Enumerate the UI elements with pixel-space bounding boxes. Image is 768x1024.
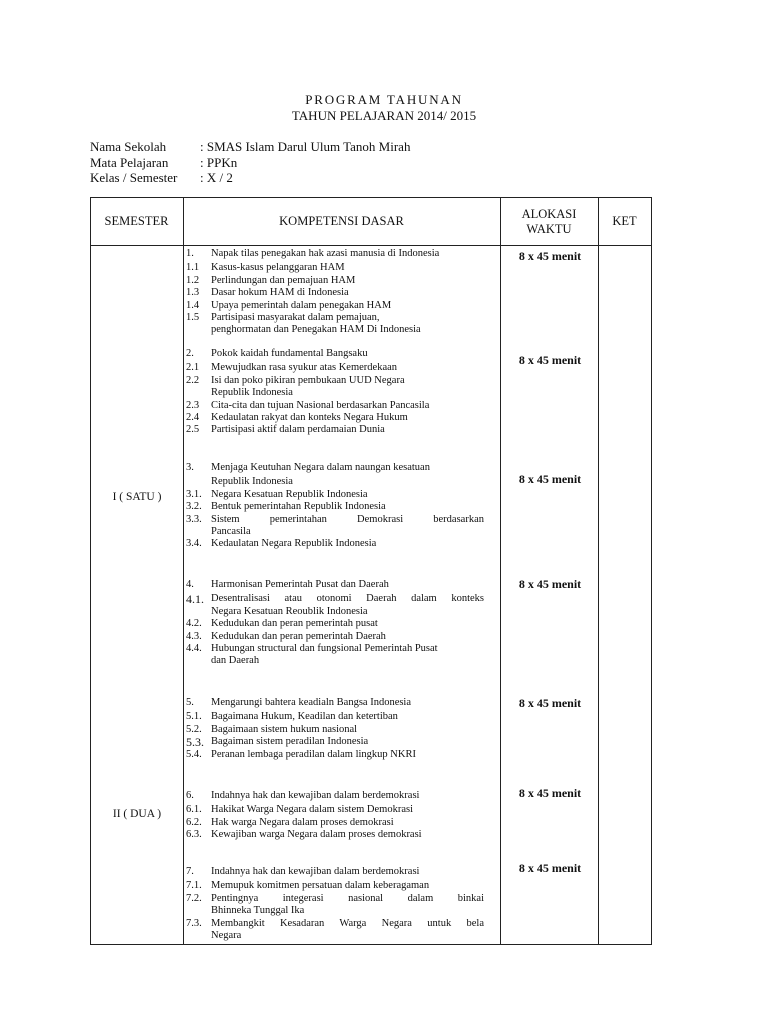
kd-line-text: Hakikat Warga Negara dalam sistem Demokrasi <box>211 804 413 816</box>
kd-line-number: 4.4. <box>186 643 202 655</box>
kd-line-number: 7. <box>186 866 194 877</box>
kd-line-number: 1.3 <box>186 287 200 299</box>
alokasi-group-4: 8 x 45 menit <box>518 577 582 591</box>
kd-line-number: 7.1. <box>186 880 202 892</box>
header-alokasi <box>500 207 598 237</box>
table-border-bottom <box>90 944 652 945</box>
kd-line-text: dan Daerah <box>211 655 260 667</box>
kd-line <box>186 817 484 829</box>
document-title: PROGRAM TAHUNAN <box>305 92 463 107</box>
kd-line-continuation <box>186 606 484 618</box>
kd-line-number: 1.5 <box>186 312 200 324</box>
kd-line-text: Kedaulatan Negara Republik Indonesia <box>211 538 377 550</box>
kd-line-text: Kedaulatan rakyat dan konteks Negara Hukum <box>211 412 408 424</box>
kd-line-number: 4.2. <box>186 618 202 630</box>
info-class-label: Kelas / Semester <box>90 170 178 185</box>
kd-line <box>186 643 484 655</box>
kd-group-6 <box>186 790 484 842</box>
kd-line-continuation <box>186 324 484 336</box>
kd-line <box>186 412 484 424</box>
kd-line-number: 6.1. <box>186 804 202 816</box>
kd-line-continuation <box>186 905 484 917</box>
kd-line-number: 2.1 <box>186 362 200 374</box>
kd-line-text: Indahnya hak dan kewajiban dalam berdemokrasi <box>211 790 420 801</box>
kd-heading <box>186 248 484 260</box>
alokasi-group-6: 8 x 45 menit <box>518 786 582 800</box>
kd-line-number: 7.3. <box>186 917 202 929</box>
kd-line-text: Memupuk komitmen persatuan dalam keberagaman <box>211 880 430 892</box>
kd-line-number: 3.3. <box>186 513 202 525</box>
kd-line-number: 5.4. <box>186 748 202 760</box>
table-border-top <box>90 197 652 198</box>
kd-line-text: Upaya pemerintah dalam penegakan HAM <box>211 299 392 311</box>
kd-line-number: 1. <box>186 248 194 259</box>
semester-2-label: II ( DUA ) <box>112 808 162 820</box>
kd-line-number: 7.2. <box>186 892 202 904</box>
kd-line-number: 4.1. <box>186 592 204 607</box>
kd-line-text: Kedudukan dan peran pemerintah pusat <box>211 618 378 630</box>
kd-line <box>186 829 484 841</box>
kd-line-continuation <box>186 655 484 667</box>
kd-line-number: 2.4 <box>186 412 200 424</box>
info-subject-label: Mata Pelajaran <box>90 155 169 170</box>
kd-group-3 <box>186 462 484 551</box>
kd-line-text: Pentingnya integerasi nasional dalam binkai <box>211 892 484 904</box>
kd-line-number: 6.2. <box>186 816 202 828</box>
kd-line-text: Perlindungan dan pemajuan HAM <box>211 274 356 286</box>
table-border-left <box>90 197 91 945</box>
kd-line-text: Hak warga Negara dalam proses demokrasi <box>211 816 394 828</box>
alokasi-group-5: 8 x 45 menit <box>518 696 582 710</box>
kd-line-text: Cita-cita dan tujuan Nasional berdasarkan Pancasila <box>211 399 430 411</box>
kd-line-text: Bagaiman sistem peradilan Indonesia <box>211 736 369 748</box>
alokasi-group-2: 8 x 45 menit <box>518 353 582 367</box>
kd-line <box>186 736 484 748</box>
kd-line-text: Partisipasi masyarakat dalam pemajuan, <box>211 312 380 324</box>
kd-line-text: Bagaimana Hukum, Keadilan dan ketertiban <box>211 711 398 723</box>
kd-line <box>186 538 484 550</box>
kd-line-text: Mewujudkan rasa syukur atas Kemerdekaan <box>211 362 398 374</box>
kd-line <box>186 918 484 930</box>
kd-line <box>186 711 484 723</box>
kd-line-text: Sistem pemerintahan Demokrasi berdasarkan <box>211 513 484 525</box>
kd-line <box>186 312 484 324</box>
kd-line <box>186 501 484 513</box>
kd-line-text: Kedudukan dan peran pemerintah Daerah <box>211 630 386 642</box>
kd-line-number: 4. <box>186 579 194 590</box>
kd-line-text: Peranan lembaga peradilan dalam lingkup NKRI <box>211 748 416 760</box>
kd-line-text: Kewajiban warga Negara dalam proses demokrasi <box>211 829 422 841</box>
kd-line-number: 6. <box>186 790 194 801</box>
kd-line-number: 5.1. <box>186 711 202 723</box>
alokasi-group-7: 8 x 45 menit <box>518 861 582 875</box>
kd-line-continuation <box>186 387 484 399</box>
kd-line-number: 1.4 <box>186 299 200 311</box>
kd-line-number: 1.1 <box>186 262 200 274</box>
kd-line <box>186 275 484 287</box>
kd-line-number: 2. <box>186 348 194 359</box>
kd-line-text: Hubungan structural dan fungsional Pemerintah Pusat <box>211 643 438 655</box>
kd-line-number: 5. <box>186 697 194 708</box>
kd-heading <box>186 579 484 591</box>
kd-line <box>186 400 484 412</box>
kd-line <box>186 804 484 816</box>
kd-heading <box>186 866 484 878</box>
alokasi-group-3: 8 x 45 menit <box>518 472 582 486</box>
kd-line <box>186 300 484 312</box>
kd-line-number: 5.3. <box>186 735 204 750</box>
kd-line-text: Bentuk pemerintahan Republik Indonesia <box>211 501 386 513</box>
kd-line-number: 2.5 <box>186 424 200 436</box>
document-subtitle: TAHUN PELAJARAN 2014/ 2015 <box>291 108 477 123</box>
kd-line <box>186 375 484 387</box>
header-ket: KET <box>612 214 637 228</box>
kd-group-2 <box>186 348 484 437</box>
kd-line-text: Bhinneka Tunggal Ika <box>211 905 305 917</box>
kd-line-text: Membangkit Kesadaran Warga Negara untuk bela <box>211 917 484 929</box>
kd-line-text: Negara Kesatuan Reoublik Indonesia <box>211 605 368 617</box>
kd-line-text: Kasus-kasus pelanggaran HAM <box>211 262 345 274</box>
kd-line-number: 5.2. <box>186 723 202 735</box>
kd-line <box>186 514 484 526</box>
kd-group-4 <box>186 579 484 668</box>
kd-line-number: 3.4. <box>186 538 202 550</box>
kd-line-continuation <box>186 930 484 942</box>
kd-heading <box>186 348 484 360</box>
info-class <box>90 170 233 186</box>
header-alokasi-line1: ALOKASI <box>521 207 577 221</box>
header-alokasi-line2: WAKTU <box>526 222 572 236</box>
semester-1-label: I ( SATU ) <box>112 491 162 503</box>
table-col-divider-1 <box>183 197 184 945</box>
kd-line-text: Menjaga Keutuhan Negara dalam naungan kesatuan <box>211 462 430 473</box>
kd-line-text: Desentralisasi atau otonomi Daerah dalam konteks <box>211 593 484 605</box>
kd-line-text: Negara <box>211 930 242 942</box>
kd-line-text: Harmonisan Pemerintah Pusat dan Daerah <box>211 579 389 590</box>
kd-line-number: 1.2 <box>186 274 200 286</box>
kd-line <box>186 287 484 299</box>
kd-line <box>186 489 484 501</box>
kd-line-text: Bagaimaan sistem hukum nasional <box>211 723 358 735</box>
header-kompetensi-dasar: KOMPETENSI DASAR <box>279 214 404 228</box>
kd-heading <box>186 462 484 474</box>
kd-group-5 <box>186 697 484 761</box>
info-school-label: Nama Sekolah <box>90 139 167 154</box>
kd-line-number: 6.3. <box>186 829 202 841</box>
kd-line-number: 2.3 <box>186 399 200 411</box>
kd-line-text: Negara Kesatuan Republik Indonesia <box>211 488 368 500</box>
alokasi-group-1: 8 x 45 menit <box>518 249 582 263</box>
kd-line <box>186 618 484 630</box>
kd-line-number: 3.1. <box>186 488 202 500</box>
table-col-divider-2 <box>500 197 501 945</box>
kd-heading <box>186 790 484 802</box>
table-header-divider <box>90 245 652 246</box>
kd-line <box>186 724 484 736</box>
kd-line-text: Indahnya hak dan kewajiban dalam berdemokrasi <box>211 866 420 877</box>
kd-line <box>186 631 484 643</box>
kd-group-1 <box>186 248 484 337</box>
header-semester: SEMESTER <box>104 214 169 228</box>
kd-group-7 <box>186 866 484 942</box>
kd-line-number: 2.2 <box>186 374 200 386</box>
kd-line-continuation <box>186 476 484 488</box>
kd-line-text: Partisipasi aktif dalam perdamaian Dunia <box>211 424 385 436</box>
kd-line <box>186 424 484 436</box>
kd-line-text: Pancasila <box>211 526 251 538</box>
kd-line-text: Mengarungi bahtera keadialn Bangsa Indonesia <box>211 697 412 708</box>
kd-line <box>186 880 484 892</box>
kd-line-text: penghormatan dan Penegakan HAM Di Indonesia <box>211 324 421 336</box>
kd-line <box>186 749 484 761</box>
kd-line-number: 3. <box>186 462 194 473</box>
kd-line <box>186 262 484 274</box>
kd-line-text: Isi dan poko pikiran pembukaan UUD Negara <box>211 374 405 386</box>
kd-line-number: 4.3. <box>186 630 202 642</box>
kd-line <box>186 593 484 605</box>
kd-line-continuation <box>186 526 484 538</box>
kd-line-number: 3.2. <box>186 501 202 513</box>
info-class-value: : X / 2 <box>200 170 233 185</box>
info-subject-value: : PPKn <box>200 155 238 170</box>
info-subject <box>90 155 237 171</box>
kd-line <box>186 893 484 905</box>
table-col-divider-3 <box>598 197 599 945</box>
kd-line <box>186 362 484 374</box>
info-school-value: : SMAS Islam Darul Ulum Tanoh Mirah <box>200 139 411 154</box>
kd-line-text: Napak tilas penegakan hak azasi manusia di Indonesia <box>211 248 440 259</box>
kd-heading <box>186 697 484 709</box>
info-school <box>90 139 410 155</box>
kd-line-text: Republik Indonesia <box>211 387 293 399</box>
table-border-right <box>651 197 652 945</box>
kd-line-text: Pokok kaidah fundamental Bangsaku <box>211 348 368 359</box>
kd-line-text: Dasar hokum HAM di Indonesia <box>211 287 349 299</box>
kd-line-text: Republik Indonesia <box>211 476 293 488</box>
